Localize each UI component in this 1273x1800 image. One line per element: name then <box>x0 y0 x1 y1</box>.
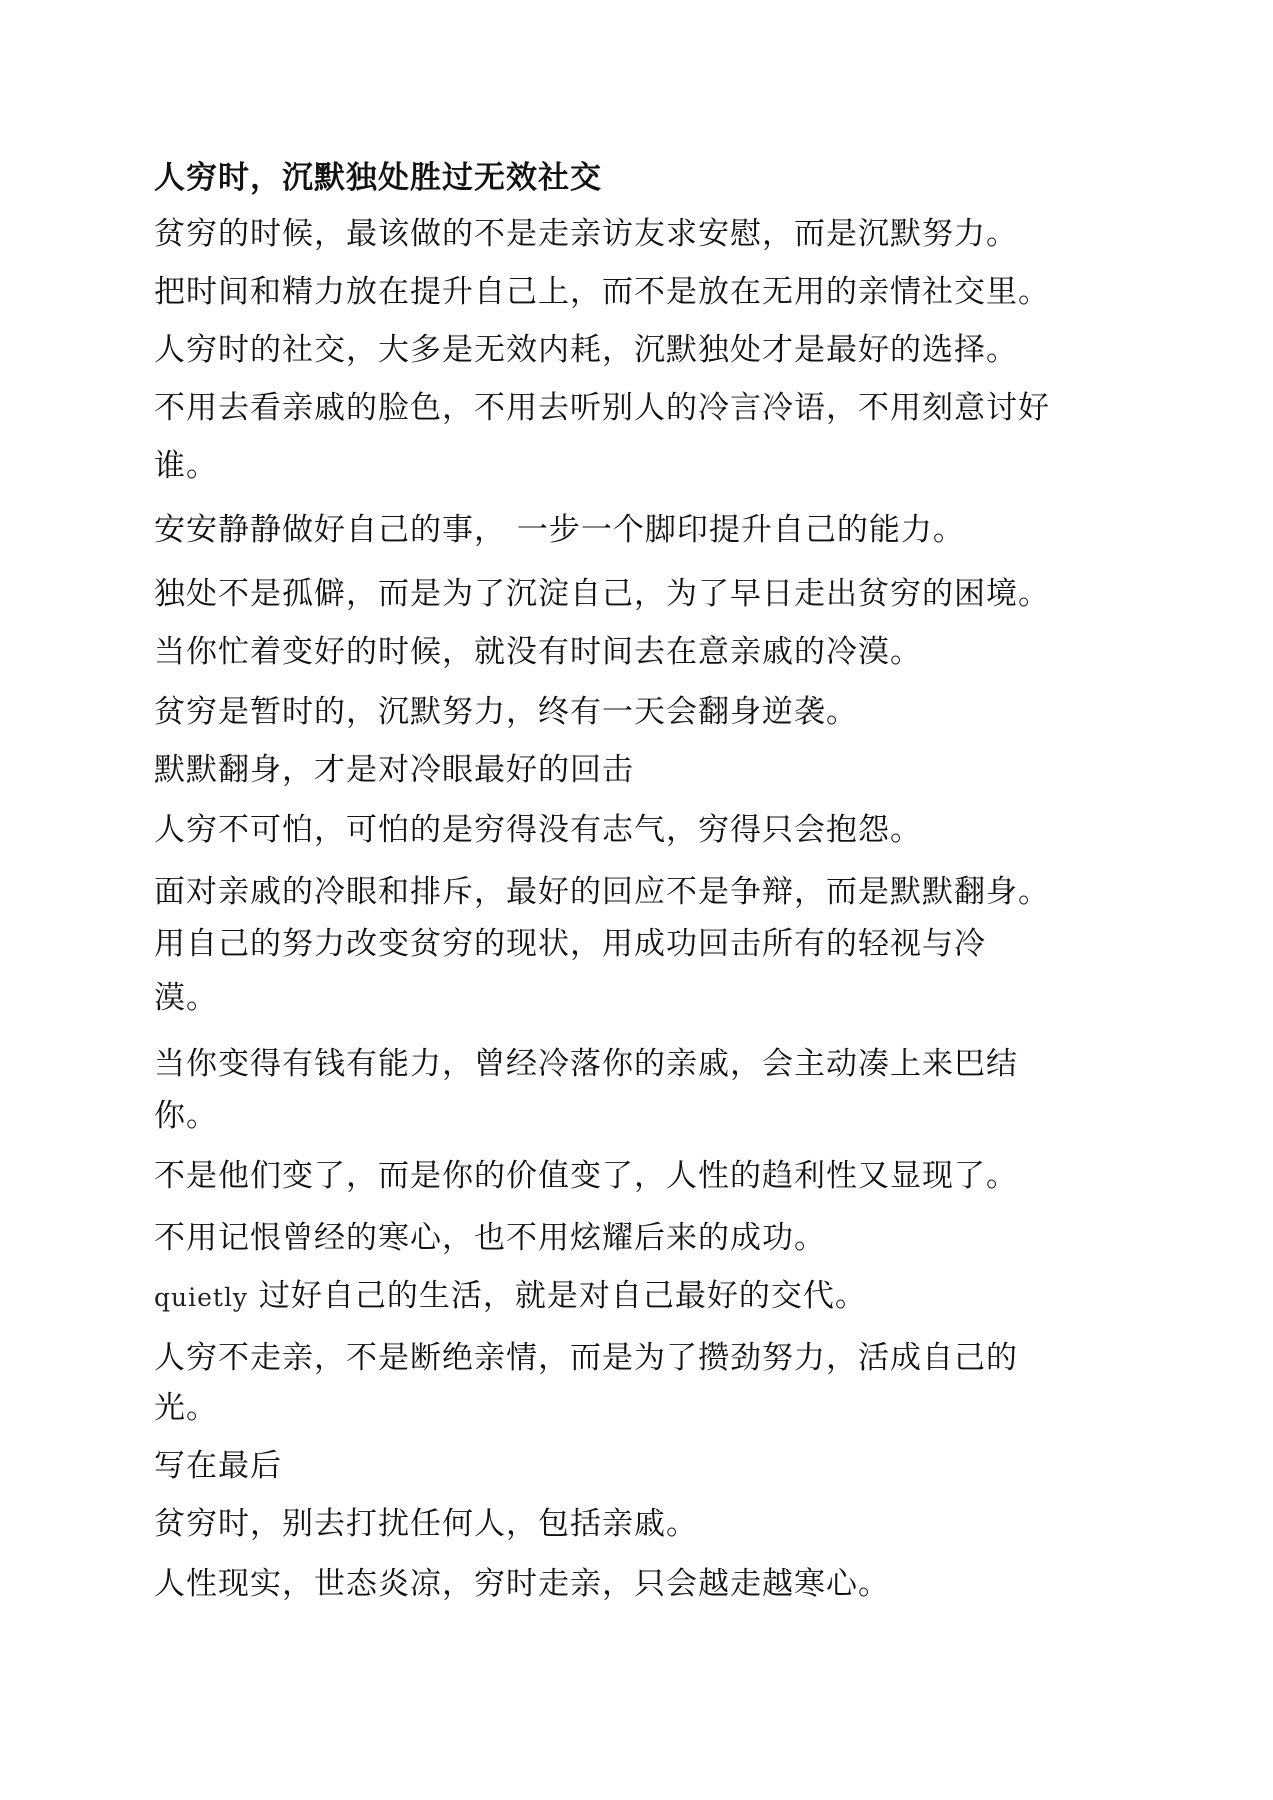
paragraph-line: 当你变得有钱有能力，曾经冷落你的亲戚，会主动凑上来巴结 <box>154 1046 1018 1082</box>
paragraph-line: 人穷时的社交，大多是无效内耗，沉默独处才是最好的选择。 <box>154 332 1018 368</box>
paragraph-line: 贫穷的时候，最该做的不是走亲访友求安慰，而是沉默努力。 <box>154 216 1018 252</box>
paragraph-line: 你。 <box>154 1098 218 1134</box>
section-heading: 默默翻身，才是对冷眼最好的回击 <box>154 752 634 788</box>
paragraph-line: 独处不是孤僻，而是为了沉淀自己，为了早日走出贫穷的困境。 <box>154 576 1050 612</box>
paragraph-line: 不是他们变了，而是你的价值变了，人性的趋利性又显现了。 <box>154 1158 1018 1194</box>
quietly-rest: 过好自己的生活，就是对自己最好的交代。 <box>258 1278 867 1314</box>
paragraph-line: 安安静静做好自己的事， 一步一个脚印提升自己的能力。 <box>154 512 965 548</box>
paragraph-line: 贫穷是暂时的，沉默努力，终有一天会翻身逆袭。 <box>154 694 858 730</box>
paragraph-line: 漠。 <box>154 980 218 1016</box>
quietly-word: quietly <box>154 1283 249 1312</box>
paragraph-line-quietly <box>154 1276 1134 1318</box>
paragraph-line: 人性现实，世态炎凉，穷时走亲，只会越走越寒心。 <box>154 1566 890 1602</box>
section-heading: 写在最后 <box>154 1448 282 1484</box>
paragraph-line: 贫穷时，别去打扰任何人，包括亲戚。 <box>154 1506 698 1542</box>
paragraph-line: 把时间和精力放在提升自己上，而不是放在无用的亲情社交里。 <box>154 274 1050 310</box>
paragraph-line: 光。 <box>154 1390 218 1426</box>
paragraph-line: 面对亲戚的冷眼和排斥，最好的回应不是争辩，而是默默翻身。 <box>154 874 1050 910</box>
paragraph-line: 不用去看亲戚的脸色，不用去听别人的冷言冷语，不用刻意讨好 <box>154 390 1050 426</box>
paragraph-line: 谁。 <box>154 448 218 484</box>
page-title: 人穷时，沉默独处胜过无效社交 <box>154 160 602 196</box>
paragraph-line: 人穷不可怕，可怕的是穷得没有志气，穷得只会抱怨。 <box>154 812 922 848</box>
paragraph-line: 用自己的努力改变贫穷的现状，用成功回击所有的轻视与冷 <box>154 926 986 962</box>
paragraph-line: 当你忙着变好的时候，就没有时间去在意亲戚的冷漠。 <box>154 634 922 670</box>
paragraph-line: 不用记恨曾经的寒心，也不用炫耀后来的成功。 <box>154 1220 826 1256</box>
paragraph-line: 人穷不走亲，不是断绝亲情，而是为了攒劲努力，活成自己的 <box>154 1340 1018 1376</box>
